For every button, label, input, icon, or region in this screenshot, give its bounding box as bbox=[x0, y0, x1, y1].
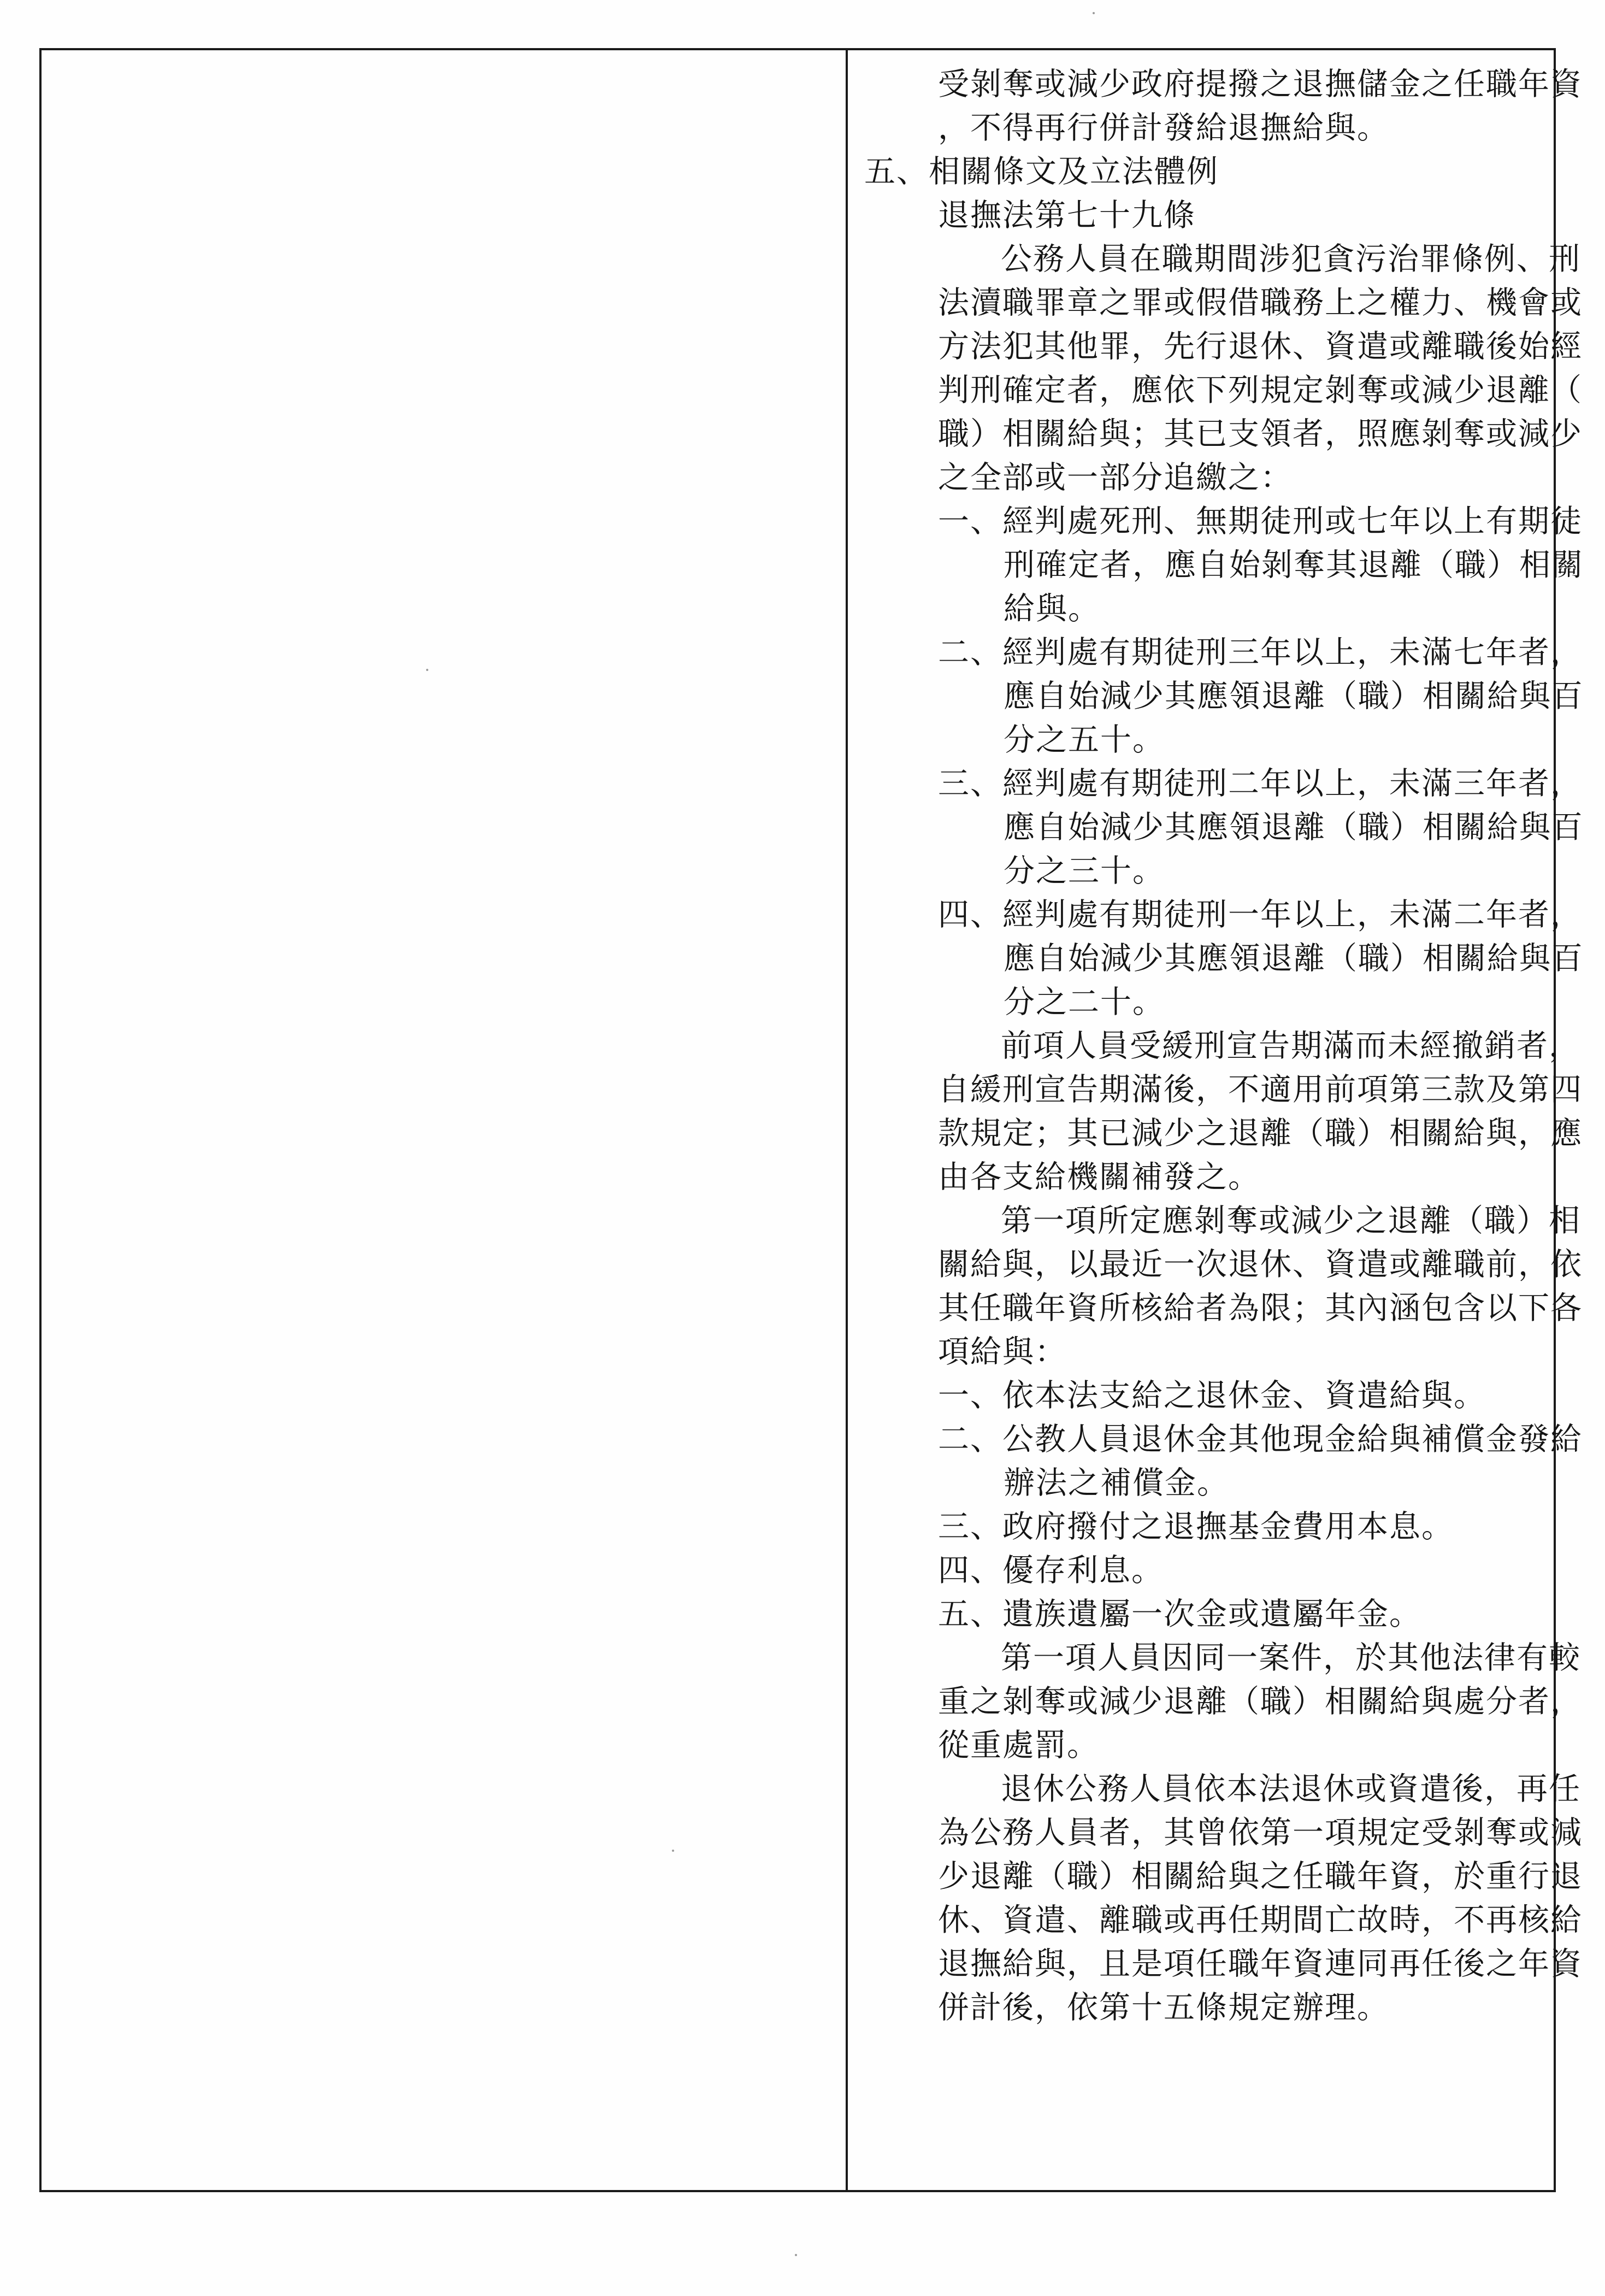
section-heading: 五、相關條文及立法體例 bbox=[864, 154, 1219, 190]
list-item: 一、經判處死刑、無期徒刑或七年以上有期徒 bbox=[938, 503, 1583, 539]
list-item-cont: 應自始減少其應領退離（職）相關給與百 bbox=[1004, 809, 1584, 845]
paragraph-line: 休、資遣、離職或再任期間亡故時，不再核給 bbox=[938, 1902, 1583, 1938]
list-item-cont: 分之三十。 bbox=[1004, 853, 1165, 889]
paragraph-line: 退撫給與，且是項任職年資連同再任後之年資 bbox=[938, 1946, 1583, 1982]
scan-speck bbox=[1093, 12, 1095, 14]
paragraph-line: 關給與，以最近一次退休、資遣或離職前，依 bbox=[938, 1246, 1583, 1282]
list-item-cont: 刑確定者，應自始剝奪其退離（職）相關 bbox=[1004, 547, 1584, 583]
list-item-cont: 分之五十。 bbox=[1004, 722, 1165, 758]
list-item: 二、經判處有期徒刑三年以上，未滿七年者， bbox=[938, 634, 1583, 670]
paragraph-line: 自緩刑宣告期滿後，不適用前項第三款及第四 bbox=[938, 1072, 1583, 1108]
table-frame bbox=[39, 48, 1584, 2192]
paragraph-line: 從重處罰。 bbox=[938, 1727, 1099, 1763]
paragraph-line: 之全部或一部分追繳之： bbox=[938, 460, 1293, 496]
paragraph-line: 少退離（職）相關給與之任職年資，於重行退 bbox=[938, 1858, 1583, 1894]
paragraph-line: 由各支給機關補發之。 bbox=[938, 1159, 1260, 1195]
list-item: 五、遺族遺屬一次金或遺屬年金。 bbox=[938, 1596, 1421, 1632]
paragraph-line: 為公務人員者，其曾依第一項規定受剝奪或減 bbox=[938, 1815, 1583, 1851]
right-column-text bbox=[848, 50, 1584, 2190]
scan-speck bbox=[795, 2254, 797, 2256]
continuation-line: ，不得再行併計發給退撫給與。 bbox=[938, 110, 1389, 146]
paragraph-line: 職）相關給與；其已支領者，照應剝奪或減少 bbox=[938, 416, 1583, 452]
list-item: 一、依本法支給之退休金、資遣給與。 bbox=[938, 1377, 1486, 1414]
scan-speck bbox=[672, 1850, 674, 1852]
paragraph-line: 前項人員受緩刑宣告期滿而未經撤銷者， bbox=[1001, 1028, 1581, 1064]
list-item: 三、政府撥付之退撫基金費用本息。 bbox=[938, 1509, 1454, 1545]
paragraph-line: 法瀆職罪章之罪或假借職務上之權力、機會或 bbox=[938, 285, 1583, 321]
paragraph-line: 項給與： bbox=[938, 1334, 1067, 1370]
list-item-cont: 應自始減少其應領退離（職）相關給與百 bbox=[1004, 940, 1584, 976]
list-item-cont: 給與。 bbox=[1004, 591, 1100, 627]
paragraph-line: 其任職年資所核給者為限；其內涵包含以下各 bbox=[938, 1290, 1583, 1326]
list-item: 四、經判處有期徒刑一年以上，未滿二年者， bbox=[938, 897, 1583, 933]
list-item-cont: 辦法之補償金。 bbox=[1004, 1465, 1229, 1501]
list-item-cont: 分之二十。 bbox=[1004, 984, 1165, 1020]
scan-speck bbox=[426, 669, 428, 671]
list-item: 四、優存利息。 bbox=[938, 1552, 1164, 1588]
law-title: 退撫法第七十九條 bbox=[938, 197, 1196, 233]
paragraph-line: 退休公務人員依本法退休或資遣後，再任 bbox=[1001, 1771, 1581, 1807]
list-item: 二、公教人員退休金其他現金給與補償金發給 bbox=[938, 1421, 1583, 1457]
list-item-cont: 應自始減少其應領退離（職）相關給與百 bbox=[1004, 678, 1584, 714]
paragraph-line: 款規定；其已減少之退離（職）相關給與，應 bbox=[938, 1115, 1583, 1151]
paragraph-line: 第一項所定應剝奪或減少之退離（職）相 bbox=[1001, 1203, 1581, 1239]
continuation-line: 受剝奪或減少政府提撥之退撫儲金之任職年資 bbox=[938, 66, 1583, 102]
paragraph-line: 併計後，依第十五條規定辦理。 bbox=[938, 1989, 1389, 2026]
paragraph-line: 第一項人員因同一案件，於其他法律有較 bbox=[1001, 1640, 1581, 1676]
paragraph-line: 方法犯其他罪，先行退休、資遣或離職後始經 bbox=[938, 328, 1583, 364]
paragraph-line: 重之剝奪或減少退離（職）相關給與處分者， bbox=[938, 1683, 1583, 1720]
list-item: 三、經判處有期徒刑二年以上，未滿三年者， bbox=[938, 766, 1583, 802]
paragraph-line: 公務人員在職期間涉犯貪污治罪條例、刑 bbox=[1001, 241, 1581, 277]
paragraph-line: 判刑確定者，應依下列規定剝奪或減少退離（ bbox=[938, 372, 1583, 408]
